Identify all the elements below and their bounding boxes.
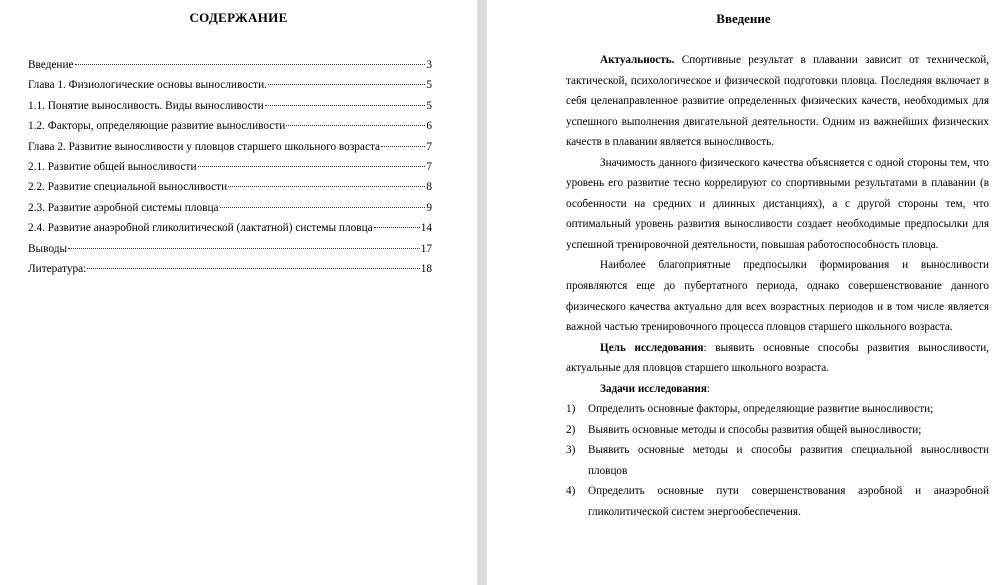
introduction-body [566,50,989,523]
toc-entry [28,96,432,116]
toc-entry-page: 5 [426,99,432,112]
relevance-heading: Актуальность. [600,54,675,66]
introduction-page [487,0,1000,585]
toc-entry-page: 8 [426,181,432,194]
toc-entry-text: 2.4. Развитие анаэробной гликолитической (лактатной) системы пловца [28,222,373,235]
page-gap [477,0,487,585]
toc-entry-text: Введение [28,59,74,71]
task-text: Выявить основные методы и способы развития специальной выносливости пловцов [588,444,989,477]
toc-entry-text: Литература: [28,262,87,275]
toc-leader-dots [265,105,426,106]
toc-entry-text: 1.1. Понятие выносливость. Виды выносливости [28,99,264,112]
toc-entry [28,198,432,218]
toc-entry-text: Выводы [28,242,68,255]
toc-leader-dots [198,166,426,167]
goal-text: : выявить основные способы развития выносливости, актуальные для пловцов старшего школьного возраста. [566,341,989,375]
goal-paragraph [566,338,989,379]
relevance-text: Спортивные результат в плавании зависит от технической, тактической, психологическое и физической подготовки пловца. Последняя включает в себя целенаправленное развитие определенных физических качеств, необходимых для успешного выполнения двигательной деятельности. Одним из важнейших физических качеств в плавании является выносливость. [566,54,989,149]
toc-leader-dots [68,248,420,249]
toc-entry-text: 2.3. Развитие аэробной системы пловца [28,201,219,214]
toc-entry [28,116,432,136]
toc-entry-text: Глава 1. Физиологические основы выносливости. [28,79,267,92]
task-text: Определить основные пути совершенствования аэробной и анаэробной гликолитической систем энергообеспечения. [588,485,989,519]
task-text: Определить основные факторы, определяющие развитие выносливости; [588,403,934,416]
toc-entry [28,177,432,197]
table-of-contents [28,55,432,279]
toc-leader-dots [374,227,420,228]
toc-entry-page: 9 [426,201,432,214]
toc-entry-page: 17 [420,242,432,255]
toc-entry [28,218,432,238]
toc-entry [28,157,432,177]
toc-leader-dots [220,207,426,208]
toc-entry-page: 18 [420,262,432,275]
task-item [566,440,989,481]
toc-leader-dots [381,146,425,147]
toc-entry-page: 3 [426,59,432,71]
relevance-paragraph [566,50,989,153]
tasks-heading-colon: : [706,382,710,395]
toc-leader-dots [228,186,425,187]
task-number: 1) [566,403,576,416]
significance-paragraph: Значимость данного физического качества объясняется с одной стороны тем, что уровень его развитие тесно коррелируют со спортивными результатами в плавании (в особенности на средних и длинных дистанциях), а с другой стороны тем, что оптимальный уровень развития выносливости создает необходимые предпосылки для успешной тренировочной деятельности, повышая работоспособность пловца. [566,156,989,251]
task-text: Выявить основные методы и способы развития общей выносливости; [588,423,922,436]
task-item [566,420,989,441]
task-number: 2) [566,423,576,436]
toc-entry-page: 7 [426,140,432,153]
toc-entry-text: 2.1. Развитие общей выносливости [28,160,197,173]
toc-entry-text: 2.2. Развитие специальной выносливости [28,181,228,194]
tasks-heading-line [600,379,989,400]
task-item [566,399,989,420]
toc-entry-text: 1.2. Факторы, определяющие развитие выносливости [28,120,286,133]
toc-entry-page: 14 [420,222,432,235]
toc-entry [28,75,432,95]
toc-entry [28,137,432,157]
goal-heading: Цель исследования [600,341,704,354]
toc-entry-page: 7 [426,160,432,173]
toc-title: СОДЕРЖАНИЕ [189,10,288,25]
toc-leader-dots [75,64,426,65]
toc-leader-dots [87,268,419,269]
toc-entry [28,55,432,75]
toc-entry [28,259,432,279]
task-number: 3) [566,444,576,457]
task-item [566,481,989,522]
introduction-title: Введение [716,11,771,26]
prerequisites-paragraph: Наиболее благоприятные предпосылки формирования и выносливости проявляются еще до пубертатного периода, однако совершенствование данного физического качества актуально для всех возрастных периодов и в том числе является важной частью тренировочного процесса пловцов старшего школьного возраста. [566,259,989,334]
toc-leader-dots [286,125,425,126]
toc-entry-page: 5 [426,79,432,92]
toc-entry [28,239,432,259]
toc-leader-dots [268,84,425,85]
toc-page [0,0,477,585]
task-number: 4) [566,485,576,498]
toc-entry-page: 6 [426,120,432,133]
tasks-heading: Задачи исследования [600,382,707,395]
toc-entry-text: Глава 2. Развитие выносливости у пловцов старшего школьного возраста [28,140,381,153]
